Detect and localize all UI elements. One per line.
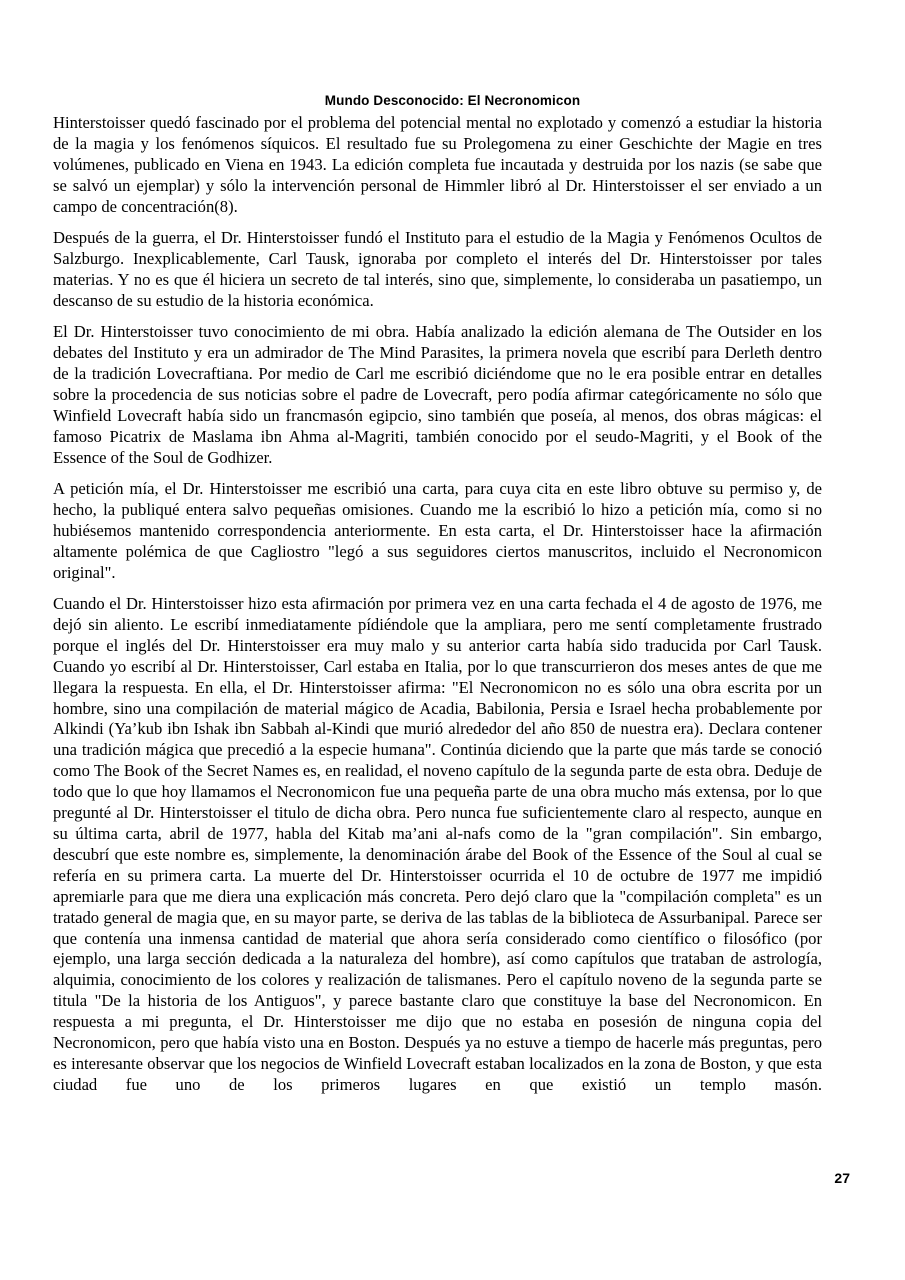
paragraph-3: El Dr. Hinterstoisser tuvo conocimiento de mi obra. Había analizado la edición alemana de The Outsider en los debates del Instituto y era un admirador de The Mind Parasites, la primera novela que escribí para Derleth dentro de la tradición Lovecraftiana. Por medio de Carl me escribió diciéndome que no le era posible entrar en detalles sobre la procedencia de sus noticias sobre el padre de Lovecraft, pero podía afirmar categóricamente no sólo que Winfield Lovecraft había sido un francmasón egipcio, sino también que poseía, al menos, dos obras mágicas: el famoso Picatrix de Maslama ibn Ahma al-Magriti, también conocido por el seudo-Magriti, y el Book of the Essence of the Soul de Godhizer.: [53, 322, 822, 467]
running-header-title: Mundo Desconocido: El Necronomicon: [324, 93, 581, 108]
paragraph-2: Después de la guerra, el Dr. Hinterstoisser fundó el Instituto para el estudio de la Magia y Fenómenos Ocultos de Salzburgo. Inexplicablemente, Carl Tausk, ignoraba por completo el interés del Dr. Hinterstoisser por tales materias. Y no es que él hiciera un secreto de tal interés, sino que, simplemente, lo consideraba un pasatiempo, un descanso de su estudio de la historia económica.: [53, 228, 822, 310]
paragraph-5: Cuando el Dr. Hinterstoisser hizo esta afirmación por primera vez en una carta fechada el 4 de agosto de 1976, me dejó sin aliento. Le escribí inmediatamente pídiéndole que la ampliara, pero me sentí completamente frustrado porque el inglés del Dr. Hinterstoisser era muy malo y su anterior carta había sido traducida por Carl Tausk. Cuando yo escribí al Dr. Hinterstoisser, Carl estaba en Italia, por lo que transcurrieron dos meses antes de que me llegara la respuesta. En ella, el Dr. Hinterstoisser afirma: "El Necronomicon no es sólo una obra escrita por un hombre, sino una compilación de material mágico de Acadia, Babilonia, Persia e Israel hecha probablemente por Alkindi (Ya’kub ibn Ishak ibn Sabbah al-Kindi que murió alrededor del año 850 de nuestra era). Declara contener una tradición mágica que precedió a la especie humana". Continúa diciendo que la parte que más tarde se conoció como The Book of the Secret Names es, en realidad, el noveno capítulo de la segunda parte de esta obra. Deduje de todo que lo que hoy llamamos el Necronomicon fue una pequeña parte de una obra mucho más extensa, por lo que pregunté al Dr. Hinterstoisser el titulo de dicha obra. Pero nunca fue suficientemente claro al respecto, aunque en su última carta, abril de 1977, habla del Kitab ma’ani al-nafs como de la "gran compilación". Sin embargo, descubrí que este nombre es, simplemente, la denominación árabe del Book of the Essence of the Soul al cual se refería en su primera carta. La muerte del Dr. Hinterstoisser ocurrida el 10 de octubre de 1977 me impidió apremiarle para que me diera una explicación más concreta. Pero dejó claro que la "compilación completa" es un tratado general de magia que, en su mayor parte, se deriva de las tablas de la biblioteca de Assurbanipal. Parece ser que contenía una inmensa cantidad de material que ahora sería considerado como científico o filosófico (por ejemplo, una larga sección dedicada a la naturaleza del hombre), así como capítulos que trataban de astrología, alquimia, conocimiento de los colores y realización de talismanes. Pero el capítulo noveno de la segunda parte se titula "De la historia de los Antiguos", y parece bastante claro que constituye la base del Necronomicon. En respuesta a mi pregunta, el Dr. Hinterstoisser me dijo que no estaba en posesión de ninguna copia del Necronomicon, pero que había visto una en Boston. Después ya no estuve a tiempo de hacerle más preguntas, pero es interesante observar que los negocios de Winfield Lovecraft estaban localizados en la zona de Boston, y que esta ciudad fue uno de los primeros lugares en que existió un templo masón.: [53, 594, 822, 1094]
page-number: 27: [834, 1170, 850, 1186]
body-text: [53, 113, 822, 1096]
paragraph-4: A petición mía, el Dr. Hinterstoisser me escribió una carta, para cuya cita en este libro obtuve su permiso y, de hecho, la publiqué entera salvo pequeñas omisiones. Cuando me la escribió lo hizo a petición mía, como si no hubiésemos mantenido correspondencia anteriormente. En esta carta, el Dr. Hinterstoisser hace la afirmación altamente polémica de que Cagliostro "legó a sus seguidores ciertos manuscritos, incluido el Necronomicon original".: [53, 479, 822, 582]
paragraph-1: Hinterstoisser quedó fascinado por el problema del potencial mental no explotado y comenzó a estudiar la historia de la magia y los fenómenos síquicos. El resultado fue su Prolegomena zu einer Geschichte der Magie en tres volúmenes, publicado en Viena en 1943. La edición completa fue incautada y destruida por los nazis (se sabe que se salvó un ejemplar) y sólo la intervención personal de Himmler libró al Dr. Hinterstoisser el ser enviado a un campo de concentración(8).: [53, 113, 822, 216]
